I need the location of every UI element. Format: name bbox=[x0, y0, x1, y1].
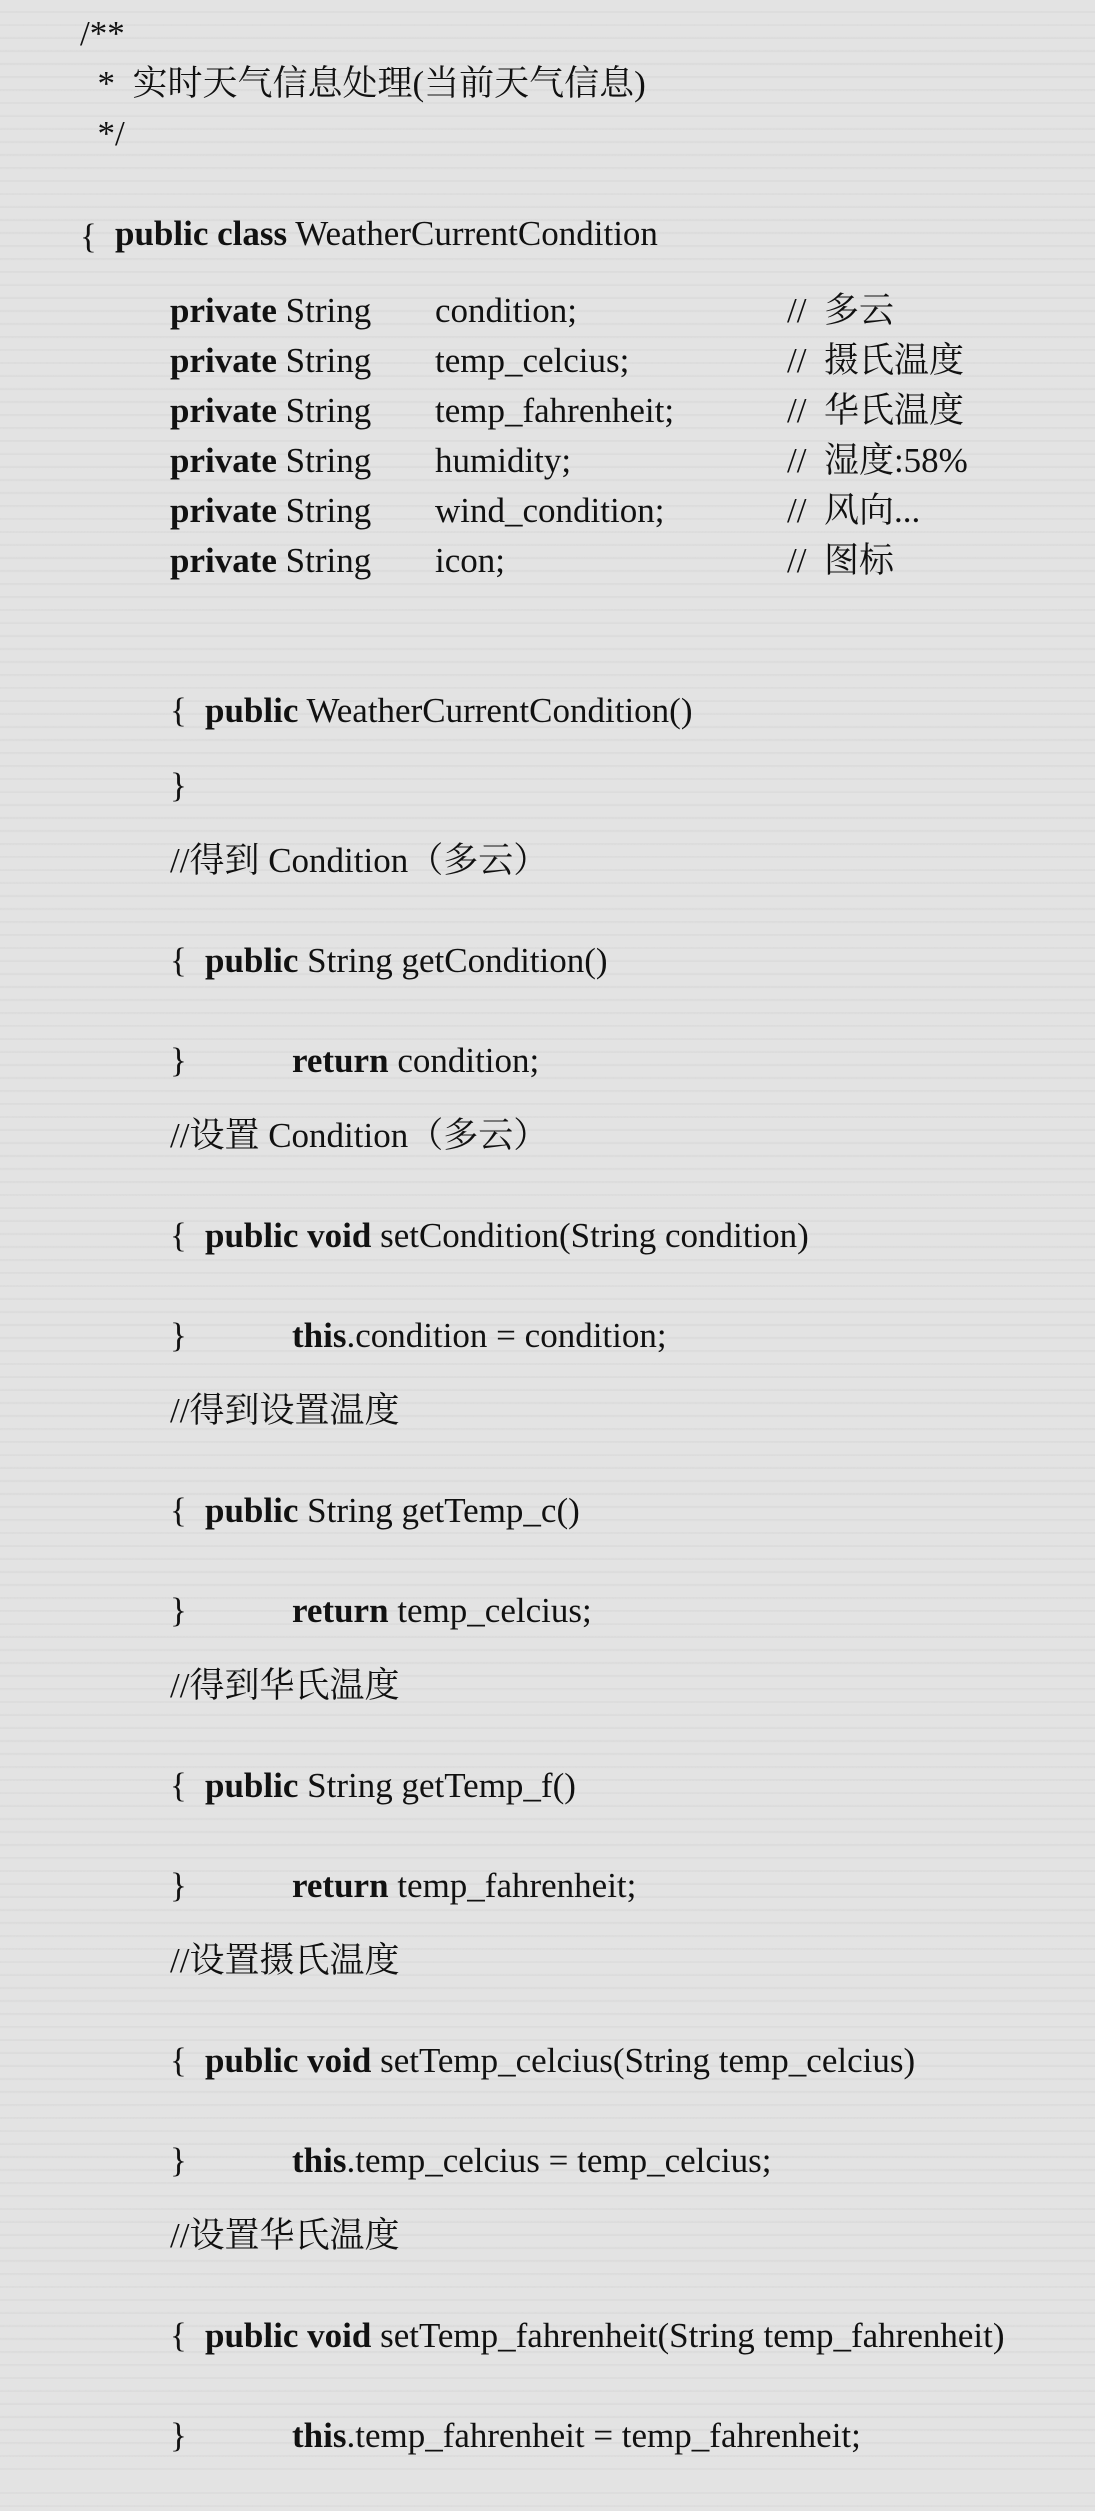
constructor-keyword: public bbox=[205, 691, 299, 730]
doc-comment-body: * 实时天气信息处理(当前天气信息) bbox=[80, 64, 646, 103]
method-brace-open: { bbox=[170, 2316, 187, 2355]
method-body bbox=[257, 1811, 637, 1905]
body-text: .temp_celcius = temp_celcius; bbox=[346, 2141, 772, 2180]
field-keyword: private bbox=[170, 491, 277, 530]
method-comment: //得到 Condition（多云） bbox=[170, 841, 549, 880]
field-type: String bbox=[285, 341, 372, 380]
method-brace-open: { bbox=[170, 1216, 187, 1255]
method-keyword: public bbox=[205, 1491, 299, 1530]
field-comment: // 摄氏温度 bbox=[787, 341, 964, 380]
method-keyword: public void bbox=[205, 1216, 372, 1255]
field-name: wind_condition; bbox=[435, 491, 665, 530]
field-keyword: private bbox=[170, 291, 277, 330]
doc-comment-open: /** bbox=[80, 14, 125, 53]
method-comment: //得到设置温度 bbox=[170, 1391, 400, 1430]
method-brace-open: { bbox=[170, 2041, 187, 2080]
body-text: condition; bbox=[397, 1041, 540, 1080]
field-comment: // 多云 bbox=[787, 291, 894, 330]
body-keyword: this bbox=[292, 2141, 347, 2180]
field-keyword: private bbox=[170, 341, 277, 380]
class-declaration bbox=[80, 159, 658, 253]
field-comment: // 图标 bbox=[787, 541, 894, 580]
doc-comment-close: */ bbox=[80, 114, 125, 153]
method-keyword: public bbox=[205, 1766, 299, 1805]
method-brace-open: { bbox=[170, 1491, 187, 1530]
method-brace-close: } bbox=[170, 1316, 187, 1355]
class-keyword: public class bbox=[115, 214, 288, 253]
body-text: temp_celcius; bbox=[397, 1591, 592, 1630]
method-body bbox=[257, 2361, 861, 2455]
method-sig: setCondition(String condition) bbox=[380, 1216, 809, 1255]
method-brace-close: } bbox=[170, 1591, 187, 1630]
field-type: String bbox=[285, 291, 372, 330]
method-comment: //设置 Condition（多云） bbox=[170, 1116, 549, 1155]
field-type: String bbox=[285, 491, 372, 530]
field-keyword: private bbox=[170, 391, 277, 430]
body-text: .condition = condition; bbox=[346, 1316, 667, 1355]
field-name: temp_fahrenheit; bbox=[435, 391, 675, 430]
method-signature bbox=[170, 2261, 1005, 2355]
body-keyword: return bbox=[292, 1591, 389, 1630]
method-body bbox=[257, 2086, 772, 2180]
field-comment: // 湿度:58% bbox=[787, 441, 968, 480]
field-keyword: private bbox=[170, 441, 277, 480]
method-keyword: public bbox=[205, 941, 299, 980]
method-body bbox=[257, 1261, 667, 1355]
body-keyword: this bbox=[292, 1316, 347, 1355]
body-keyword: this bbox=[292, 2416, 347, 2455]
method-comment: //设置摄氏温度 bbox=[170, 1941, 400, 1980]
method-brace-open: { bbox=[170, 1766, 187, 1805]
constructor-brace-open: { bbox=[170, 691, 187, 730]
field-type: String bbox=[285, 441, 372, 480]
method-brace-close: } bbox=[170, 1866, 187, 1905]
field-row bbox=[0, 536, 1095, 586]
method-signature bbox=[170, 886, 608, 980]
method-body bbox=[257, 1536, 592, 1630]
field-name: condition; bbox=[435, 291, 577, 330]
body-text: temp_fahrenheit; bbox=[397, 1866, 637, 1905]
field-type: String bbox=[285, 391, 372, 430]
method-signature bbox=[170, 1436, 580, 1530]
constructor-brace-close: } bbox=[170, 766, 187, 805]
class-brace-open: { bbox=[80, 217, 97, 256]
field-name: humidity; bbox=[435, 441, 572, 480]
method-signature bbox=[170, 1161, 809, 1255]
field-name: icon; bbox=[435, 541, 505, 580]
field-comment: // 华氏温度 bbox=[787, 391, 964, 430]
field-type: String bbox=[285, 541, 372, 580]
field-row bbox=[0, 486, 1095, 536]
method-signature bbox=[170, 1986, 916, 2080]
constructor-name: WeatherCurrentCondition() bbox=[306, 691, 693, 730]
method-brace-open: { bbox=[170, 941, 187, 980]
method-sig: String getTemp_f() bbox=[307, 1766, 576, 1805]
field-comment: // 风向... bbox=[787, 491, 921, 530]
constructor-signature bbox=[170, 636, 693, 730]
body-keyword: return bbox=[292, 1866, 389, 1905]
method-comment: //设置华氏温度 bbox=[170, 2216, 400, 2255]
body-keyword: return bbox=[292, 1041, 389, 1080]
field-row bbox=[0, 386, 1095, 436]
field-keyword: private bbox=[170, 541, 277, 580]
method-sig: String getCondition() bbox=[307, 941, 608, 980]
method-keyword: public void bbox=[205, 2316, 372, 2355]
method-keyword: public void bbox=[205, 2041, 372, 2080]
field-name: temp_celcius; bbox=[435, 341, 630, 380]
method-brace-close: } bbox=[170, 2141, 187, 2180]
class-name: WeatherCurrentCondition bbox=[295, 214, 658, 253]
method-sig: setTemp_celcius(String temp_celcius) bbox=[380, 2041, 916, 2080]
body-text: .temp_fahrenheit = temp_fahrenheit; bbox=[346, 2416, 861, 2455]
method-signature bbox=[170, 1711, 576, 1805]
method-comment: //得到华氏温度 bbox=[170, 1666, 400, 1705]
method-sig: setTemp_fahrenheit(String temp_fahrenheit) bbox=[380, 2316, 1005, 2355]
field-row bbox=[0, 286, 1095, 336]
method-body bbox=[257, 986, 540, 1080]
method-brace-close: } bbox=[170, 1041, 187, 1080]
field-row bbox=[0, 436, 1095, 486]
method-brace-close: } bbox=[170, 2416, 187, 2455]
field-row bbox=[0, 336, 1095, 386]
method-sig: String getTemp_c() bbox=[307, 1491, 580, 1530]
